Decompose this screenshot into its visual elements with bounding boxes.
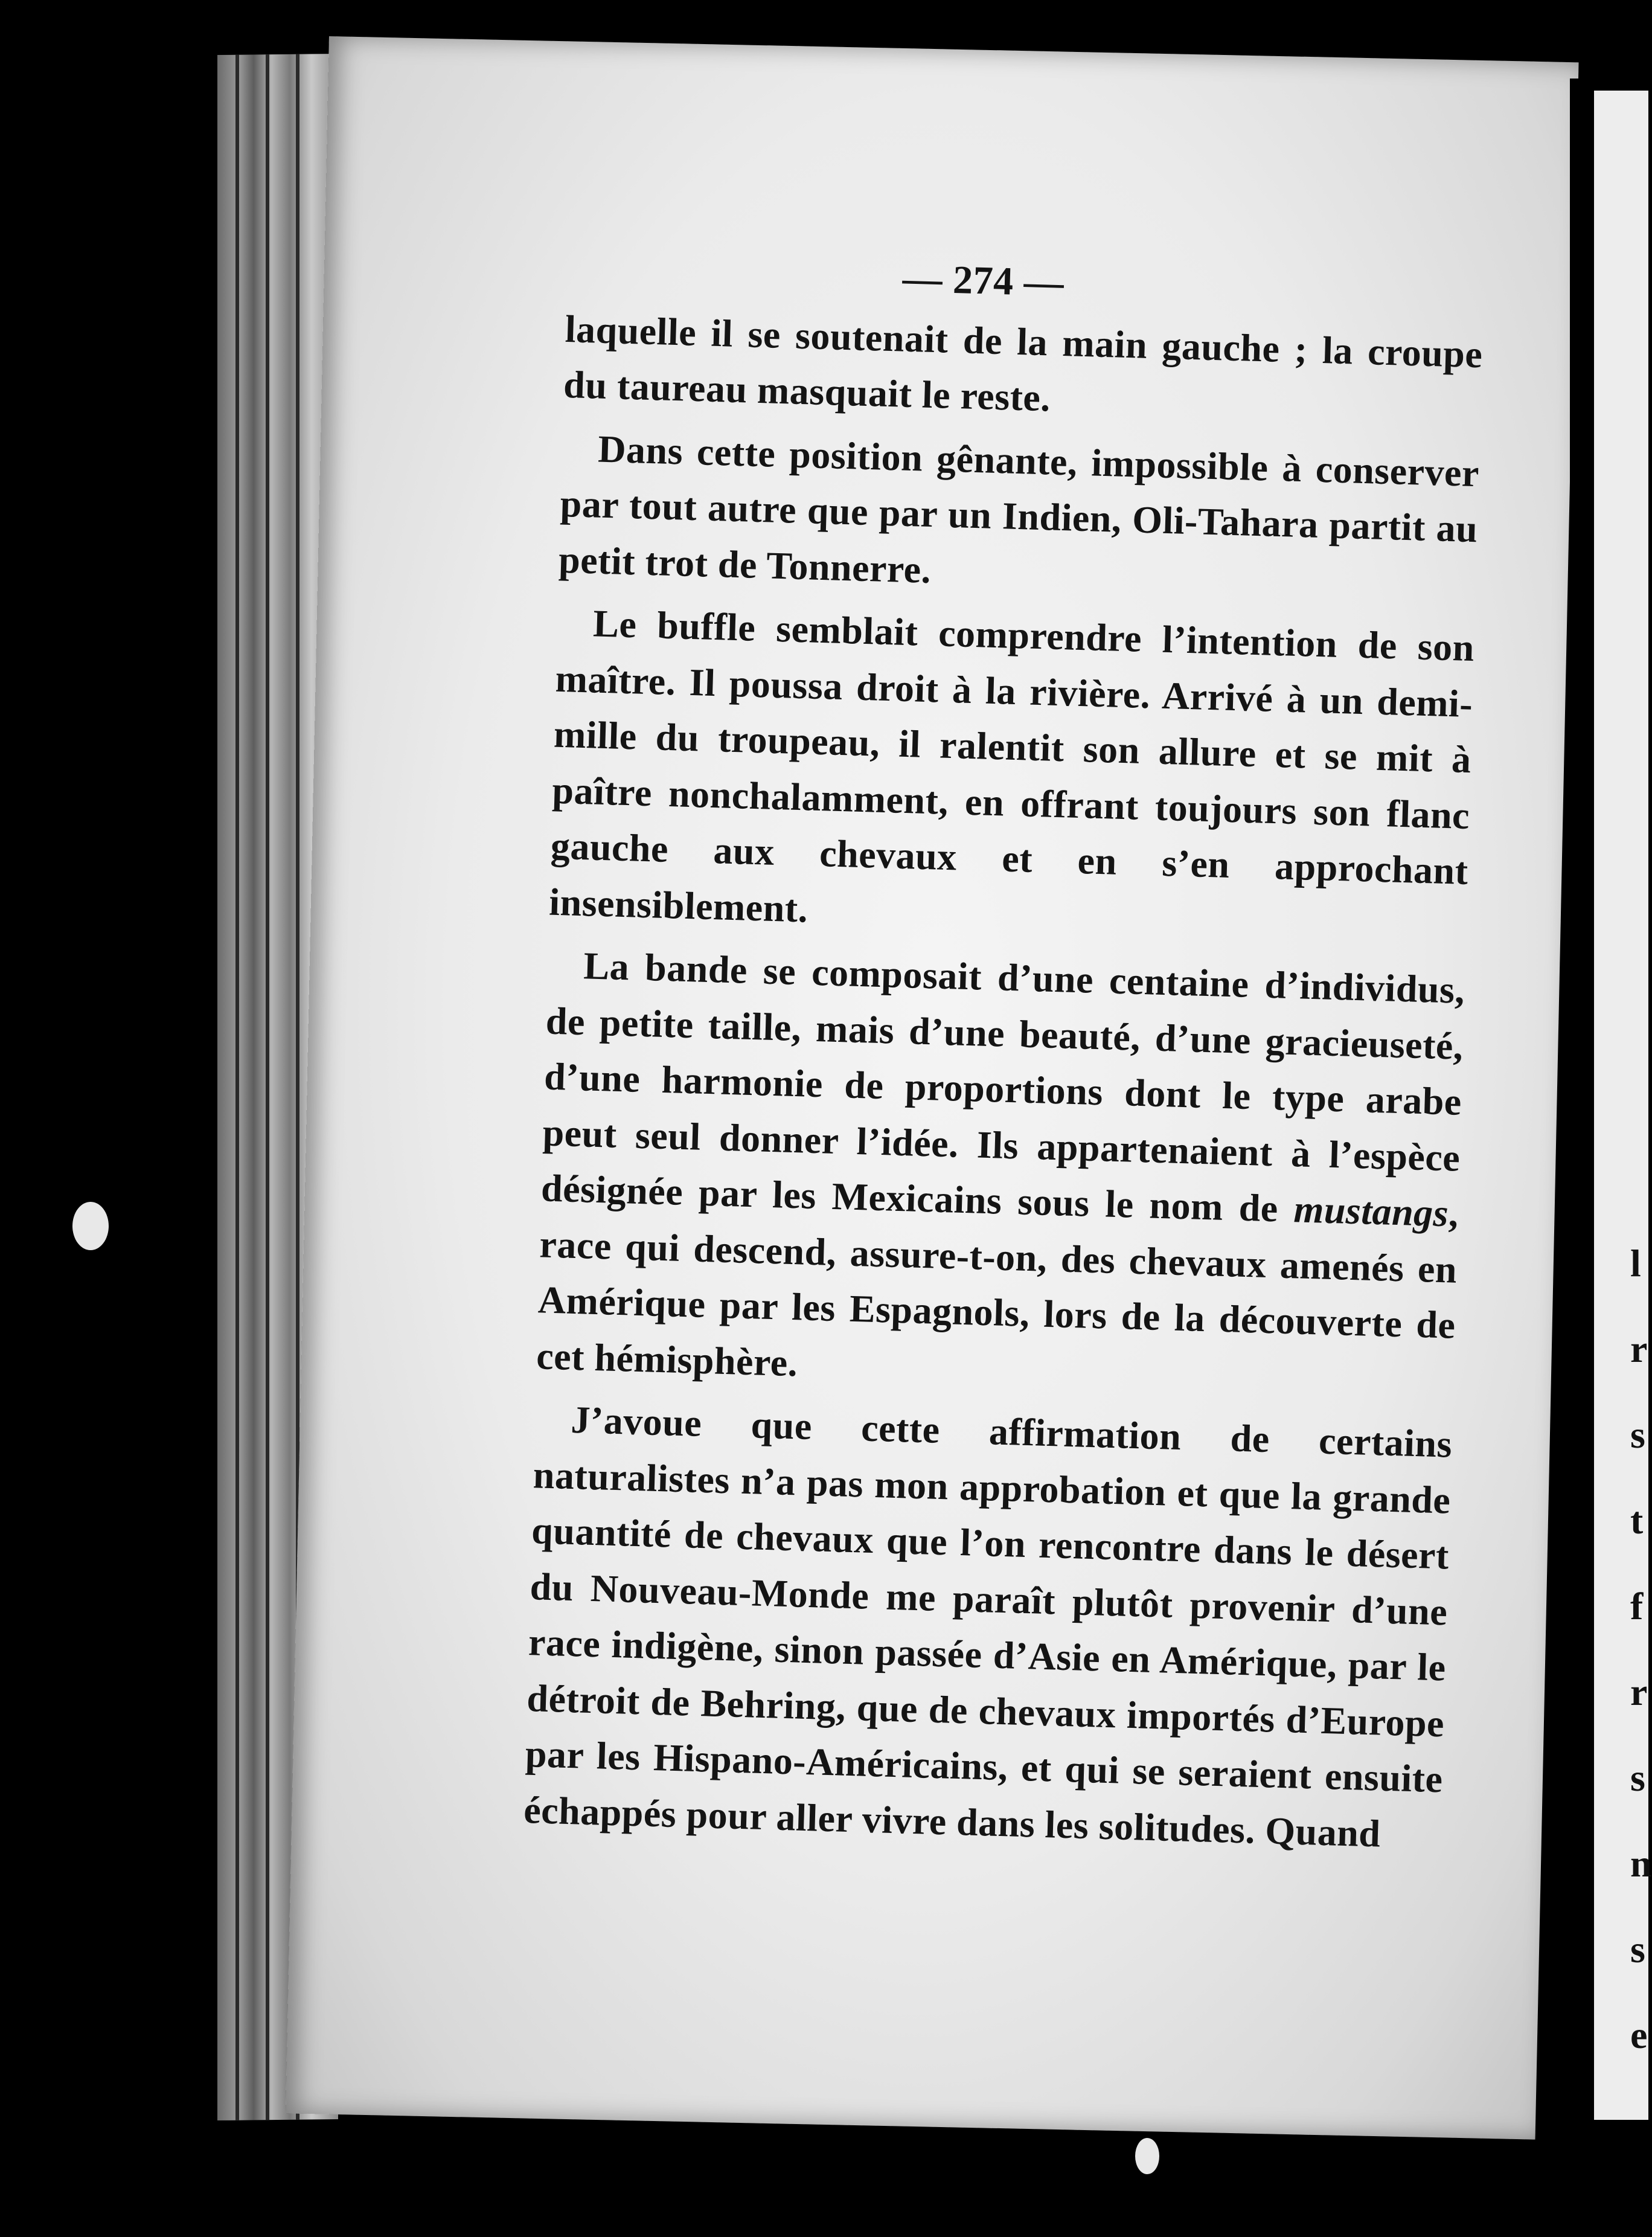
paragraph-text: , race qui descend, assure-t-on, des chevaux amenés en Amérique par les Espagnols, lors de la découverte de cet hémisphère. [536, 1192, 1459, 1384]
gutter-shadow [1570, 79, 1594, 2132]
facing-letter: s [1630, 1413, 1645, 1456]
scan-speck [72, 1202, 109, 1250]
page-number: — 274 — [901, 256, 1065, 305]
edge-line [235, 55, 239, 2120]
facing-letter: f [1630, 1585, 1644, 1628]
scan-speck [1135, 2138, 1159, 2174]
facing-letter: s [1630, 1756, 1645, 1799]
facing-page-letters [1630, 1242, 1652, 2102]
facing-letter: r [1630, 1327, 1648, 1370]
paragraph-text: La bande se composait d’une centaine d’individus, de petite taille, mais d’une beauté, d’une gracieuseté, d’une harmonie de proportions dont le type arabe peut seul donner l’idée. Ils appartenaient à l’espèce désignée par les Mexicains sous le nom de [540, 944, 1465, 1231]
paragraph: J’avoue que cette affirmation de certains naturalistes n’a pas mon approbation et que la grande quantité de chevaux que l’on rencontre dans le désert du Nouveau-Monde me paraît plutôt provenir d’une race indigène, sinon passée d’Asie en Amérique, par le détroit de Behring, que de chevaux importés d’Europe par les Hispano-Américains, et qui se seraient ensuite échappés pour aller vivre dans les solitudes. Quand [523, 1398, 1453, 1855]
edge-line [266, 54, 269, 2120]
page-text [523, 242, 1485, 1870]
facing-letter: l [1630, 1242, 1641, 1285]
italic-term: mustangs [1293, 1187, 1450, 1235]
facing-letter: n [1630, 1842, 1652, 1885]
paragraph [536, 937, 1465, 1410]
paragraph: Dans cette position gênante, impossible à conserver par tout autre que par un Indien, Oli-Tahara partit au petit trot de Tonnerre. [558, 427, 1480, 591]
facing-letter: t [1630, 1499, 1644, 1542]
facing-letter: s [1630, 1928, 1645, 1971]
facing-letter: e [1630, 2014, 1648, 2056]
paragraph: laquelle il se soutenait de la main gauche ; la croupe du taureau masquait le reste. [563, 307, 1484, 420]
paragraph: Le buffle semblait comprendre l’intention de son maître. Il poussa droit à la rivière. Arrivé à un demi-mille du troupeau, il ralentit son allure et se mit à paître nonchalamment, en offrant toujours son flanc gauche aux chevaux et en s’en approchant insensiblement. [548, 602, 1475, 931]
facing-letter: r [1630, 1671, 1648, 1713]
